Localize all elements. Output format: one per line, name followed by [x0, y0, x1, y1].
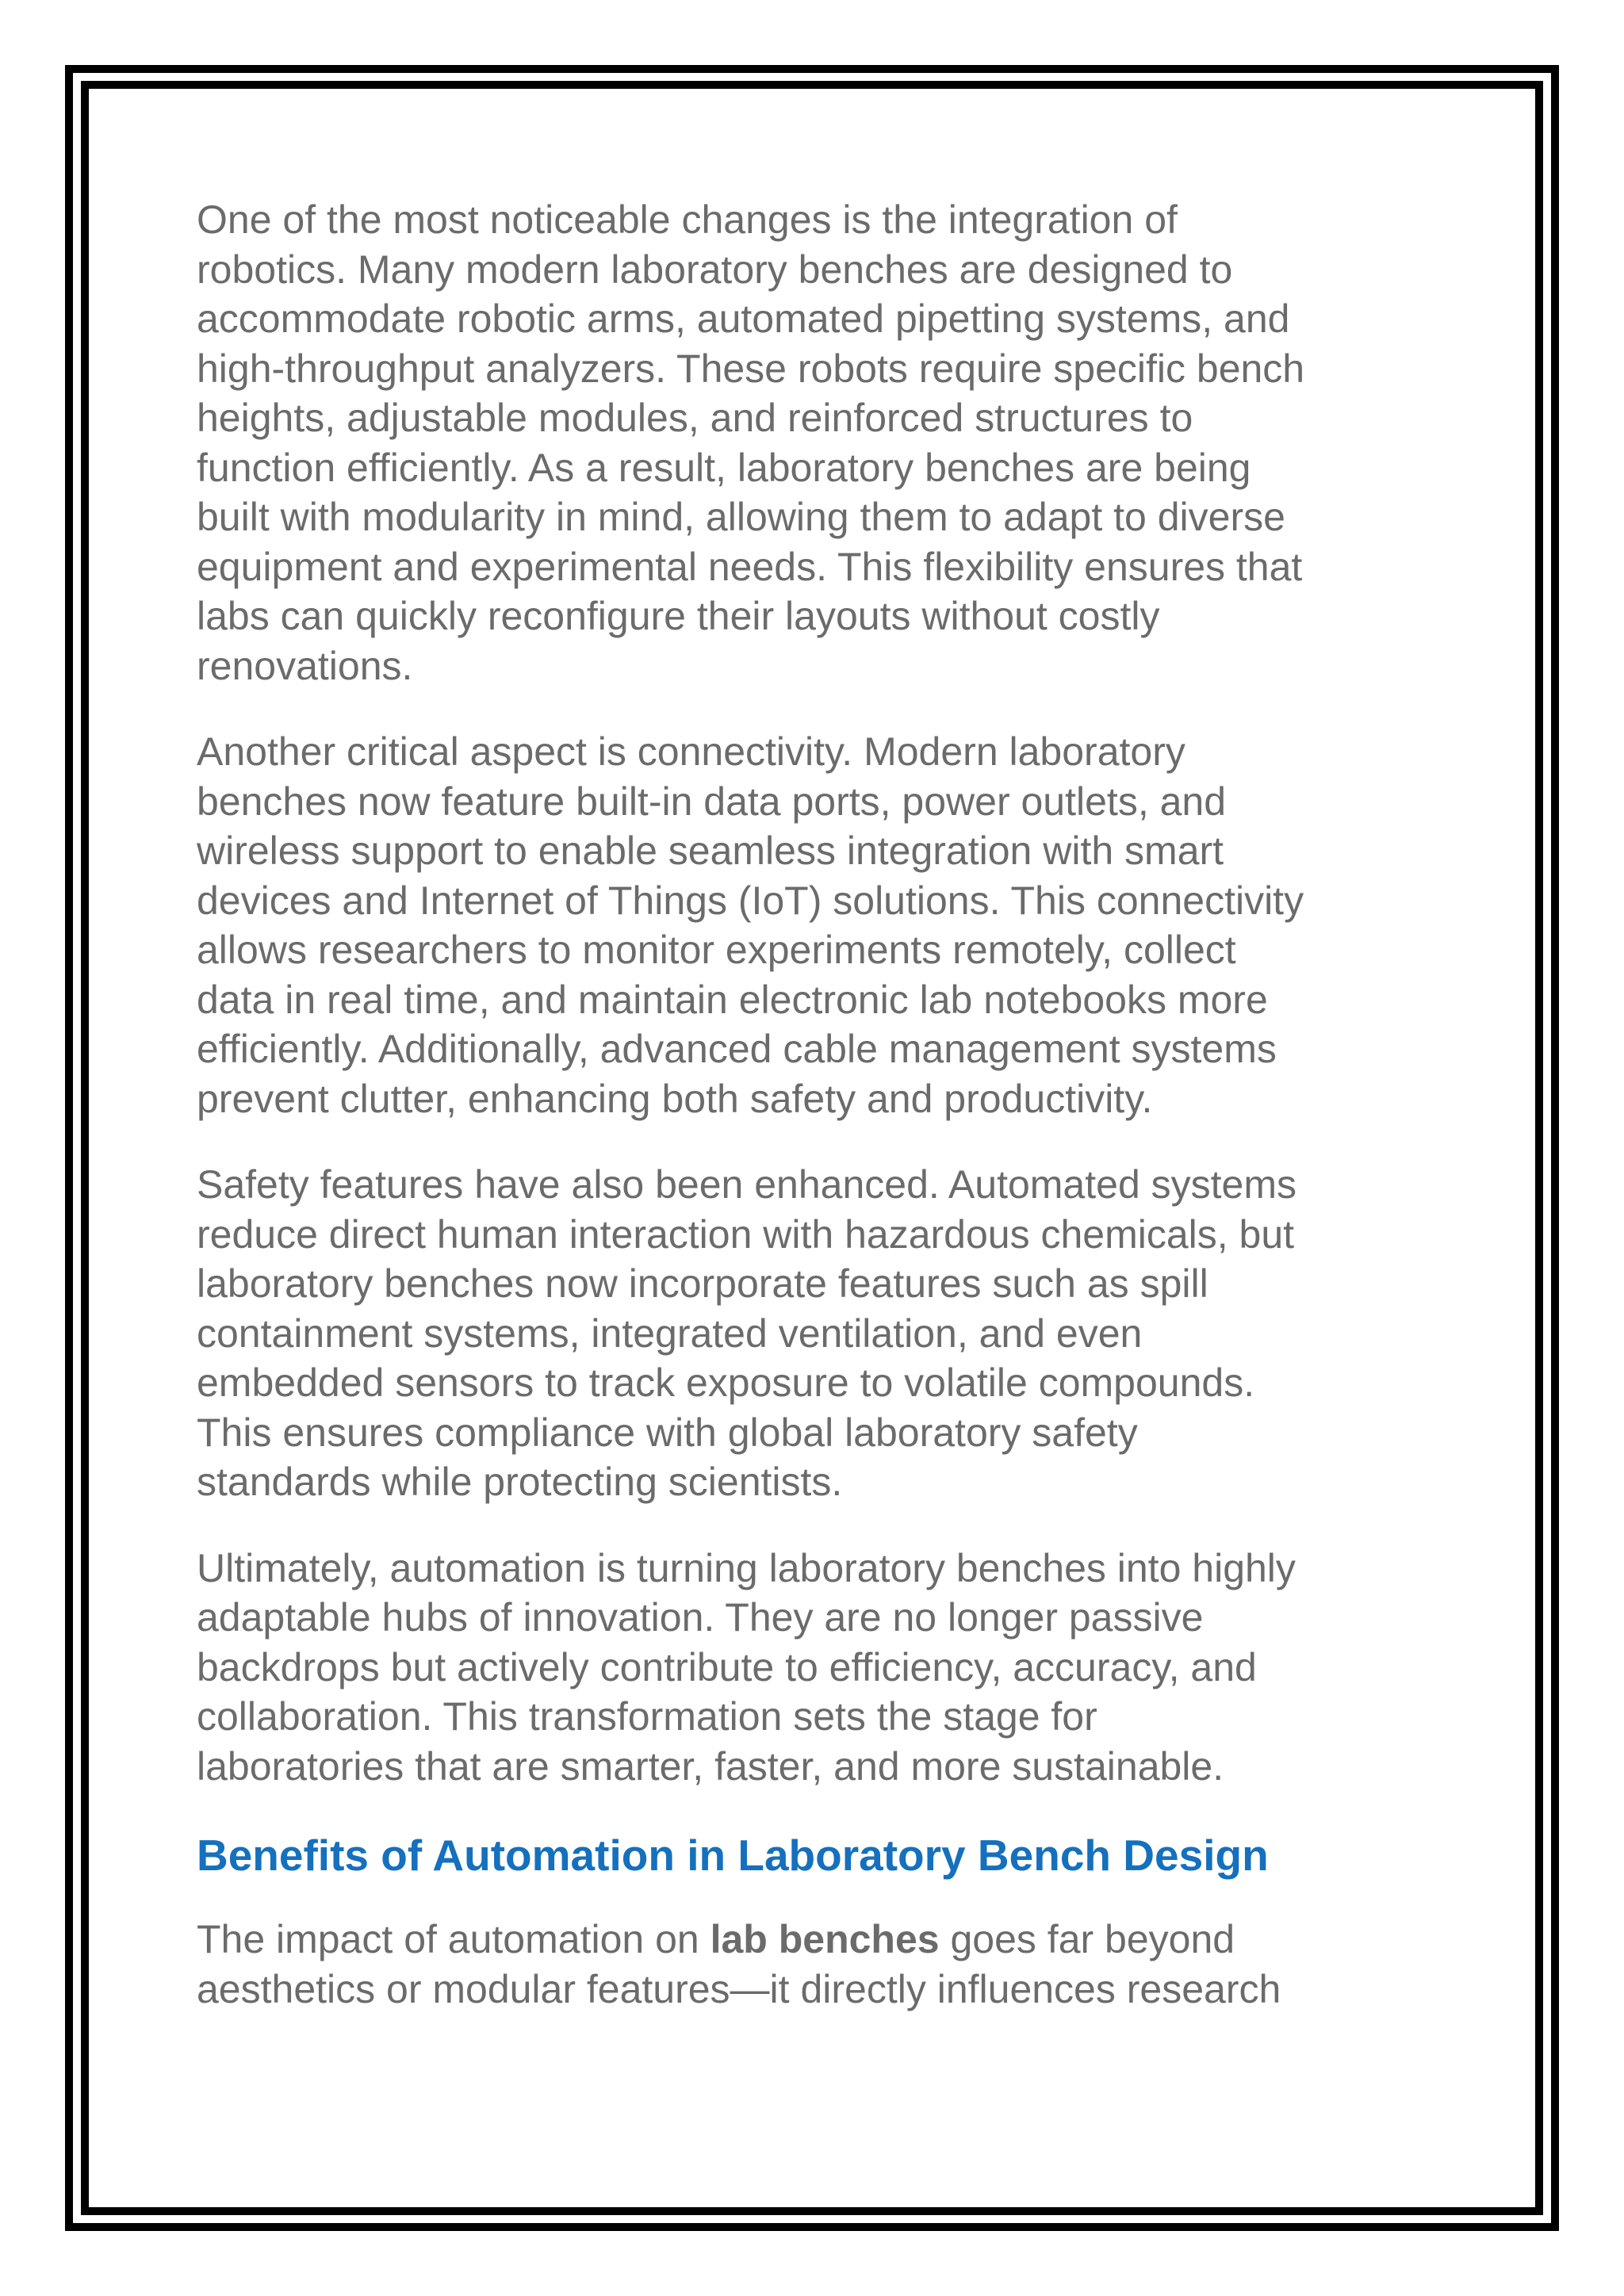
- text-line: wireless support to enable seamless integration with smart: [197, 828, 1224, 873]
- text-line: allows researchers to monitor experiments remotely, collect: [197, 928, 1236, 972]
- section-heading: Benefits of Automation in Laboratory Bench Design: [197, 1831, 1269, 1880]
- text-line: high-throughput analyzers. These robots require specific bench: [197, 346, 1305, 391]
- text-line: renovations.: [197, 643, 413, 688]
- text-line: This ensures compliance with global laboratory safety: [197, 1410, 1138, 1455]
- paragraph-benefits-intro: [197, 1915, 1434, 2014]
- text-line: laboratory benches now incorporate features such as spill: [197, 1261, 1208, 1306]
- text-line: efficiently. Additionally, advanced cable management systems: [197, 1027, 1277, 1071]
- text-line: embedded sensors to track exposure to volatile compounds.: [197, 1360, 1255, 1405]
- text-line: labs can quickly reconfigure their layouts without costly: [197, 594, 1160, 638]
- text-line: function efficiently. As a result, laboratory benches are being: [197, 445, 1251, 490]
- text-line: built with modularity in mind, allowing them to adapt to diverse: [197, 495, 1285, 539]
- text-line: data in real time, and maintain electronic lab notebooks more: [197, 977, 1268, 1022]
- text-line: backdrops but actively contribute to efficiency, accuracy, and: [197, 1644, 1257, 1689]
- text-line: adaptable hubs of innovation. They are no longer passive: [197, 1595, 1204, 1640]
- paragraph-robotics: [197, 195, 1434, 691]
- text-line: containment systems, integrated ventilation, and even: [197, 1311, 1143, 1356]
- text-line: Ultimately, automation is turning laboratory benches into highly: [197, 1545, 1296, 1590]
- bold-term: lab benches: [710, 1917, 940, 1961]
- text-line: collaboration. This transformation sets the stage for: [197, 1694, 1097, 1739]
- text-line: robotics. Many modern laboratory benches are designed to: [197, 247, 1233, 292]
- text-line: accommodate robotic arms, automated pipetting systems, and: [197, 297, 1290, 341]
- text-line: aesthetics or modular features—it directly influences research: [197, 1966, 1281, 2011]
- document-body: [197, 195, 1434, 2050]
- text-line: benches now feature built-in data ports, power outlets, and: [197, 779, 1227, 824]
- paragraph-safety: [197, 1160, 1434, 1507]
- text-line: laboratories that are smarter, faster, and more sustainable.: [197, 1743, 1224, 1789]
- text-line: heights, adjustable modules, and reinforced structures to: [197, 396, 1193, 440]
- text-line: reduce direct human interaction with hazardous chemicals, but: [197, 1211, 1295, 1257]
- paragraph-connectivity: [197, 727, 1434, 1123]
- text-run: The impact of automation on: [197, 1917, 710, 1961]
- text-line: devices and Internet of Things (IoT) solutions. This connectivity: [197, 878, 1304, 923]
- text-run: goes far beyond: [939, 1917, 1235, 1961]
- text-line: Safety features have also been enhanced. Automated systems: [197, 1162, 1297, 1207]
- text-line: [197, 1915, 1434, 1965]
- text-line: One of the most noticeable changes is the integration of: [197, 197, 1178, 242]
- text-line: Another critical aspect is connectivity. Modern laboratory: [197, 729, 1185, 774]
- text-line: equipment and experimental needs. This flexibility ensures that: [197, 544, 1303, 589]
- paragraph-conclusion: [197, 1544, 1434, 1792]
- text-line: prevent clutter, enhancing both safety and productivity.: [197, 1076, 1153, 1121]
- text-line: standards while protecting scientists.: [197, 1460, 843, 1504]
